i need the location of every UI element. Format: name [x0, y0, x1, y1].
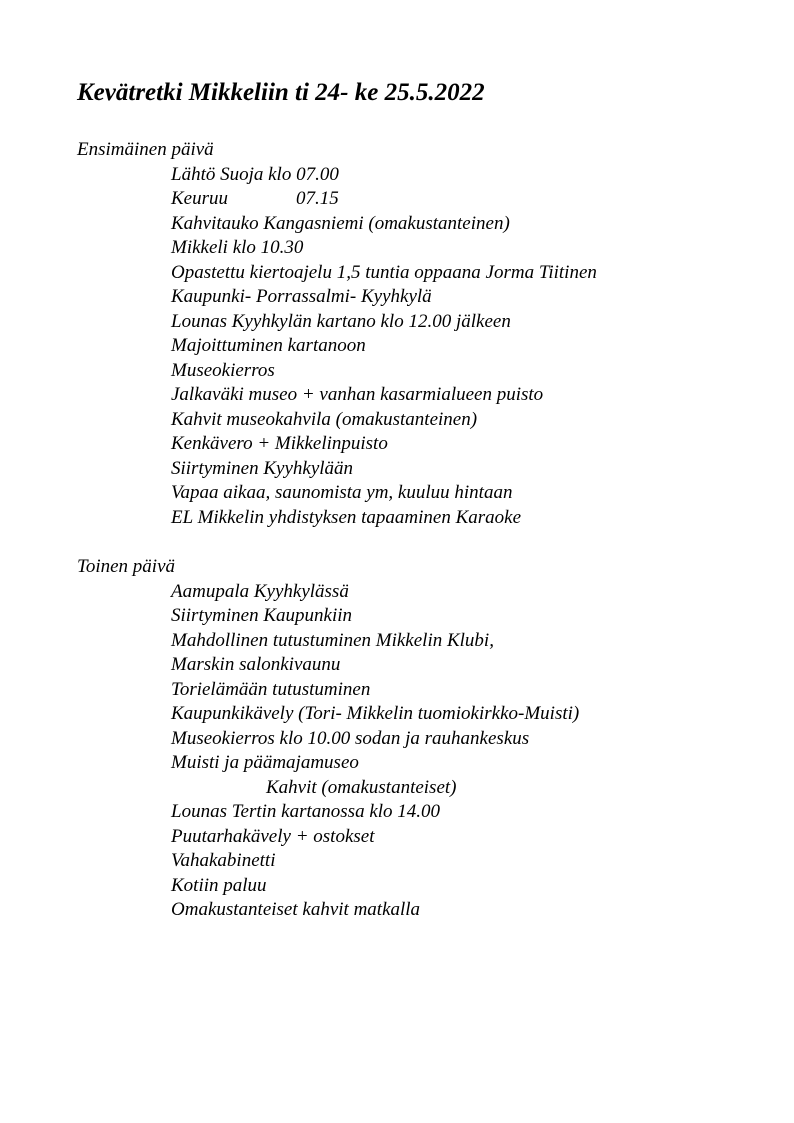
day-2-list — [0, 580, 794, 923]
list-item: Kahvit museokahvila (omakustanteinen) — [171, 408, 478, 430]
list-item: Mikkeli klo 10.30 — [171, 237, 304, 258]
list-item: Torielämään tutustuminen — [171, 678, 371, 700]
list-item: Kahvit (omakustanteiset) — [266, 776, 457, 798]
list-item-place: Keuruu — [171, 188, 228, 209]
list-item: Siirtyminen Kyyhkylään — [171, 457, 354, 479]
list-item-time: 07.15 — [296, 188, 339, 209]
list-item: Puutarhakävely + ostokset — [171, 825, 375, 847]
list-item: Jalkaväki museo + vanhan kasarmialueen puisto — [171, 384, 544, 405]
list-item: Kaupunki- Porrassalmi- Kyyhkylä — [171, 286, 432, 307]
list-item: Kotiin paluu — [171, 874, 267, 896]
document-title: Kevätretki Mikkeliin ti 24- ke 25.5.2022 — [77, 79, 485, 106]
list-item: Vahakabinetti — [171, 850, 276, 871]
list-item: Kahvitauko Kangasniemi (omakustanteinen) — [171, 212, 510, 234]
day-1-section — [0, 138, 794, 530]
list-item: Lounas Tertin kartanossa klo 14.00 — [171, 801, 441, 822]
list-item — [171, 187, 794, 212]
list-item: Majoittuminen kartanoon — [171, 335, 366, 356]
list-item: Muisti ja päämajamuseo — [171, 752, 359, 773]
list-item: Marskin salonkivaunu — [171, 654, 341, 675]
list-item: Opastettu kiertoajelu 1,5 tuntia oppaana Jorma Tiitinen — [171, 261, 597, 283]
list-item: Lounas Kyyhkylän kartano klo 12.00 jälkeen — [171, 310, 511, 332]
list-item: Aamupala Kyyhkylässä — [171, 580, 349, 602]
list-item: Kaupunkikävely (Tori- Mikkelin tuomiokirkko-Muisti) — [171, 703, 580, 724]
list-item: Omakustanteiset kahvit matkalla — [171, 899, 421, 920]
day-2-section — [0, 555, 794, 923]
list-item: Siirtyminen Kaupunkiin — [171, 605, 353, 626]
list-item: Museokierros — [171, 359, 275, 381]
list-item: Vapaa aikaa, saunomista ym, kuuluu hintaan — [171, 482, 513, 503]
list-item: Mahdollinen tutustuminen Mikkelin Klubi, — [171, 629, 494, 651]
list-item: Museokierros klo 10.00 sodan ja rauhankeskus — [171, 727, 530, 749]
list-item: Kenkävero + Mikkelinpuisto — [171, 433, 388, 454]
day-2-heading: Toinen päivä — [77, 556, 175, 577]
list-item: Lähtö Suoja klo 07.00 — [171, 163, 339, 185]
day-1-list — [0, 163, 794, 531]
list-item: EL Mikkelin yhdistyksen tapaaminen Karaoke — [171, 506, 522, 528]
day-1-heading: Ensimäinen päivä — [77, 139, 214, 160]
